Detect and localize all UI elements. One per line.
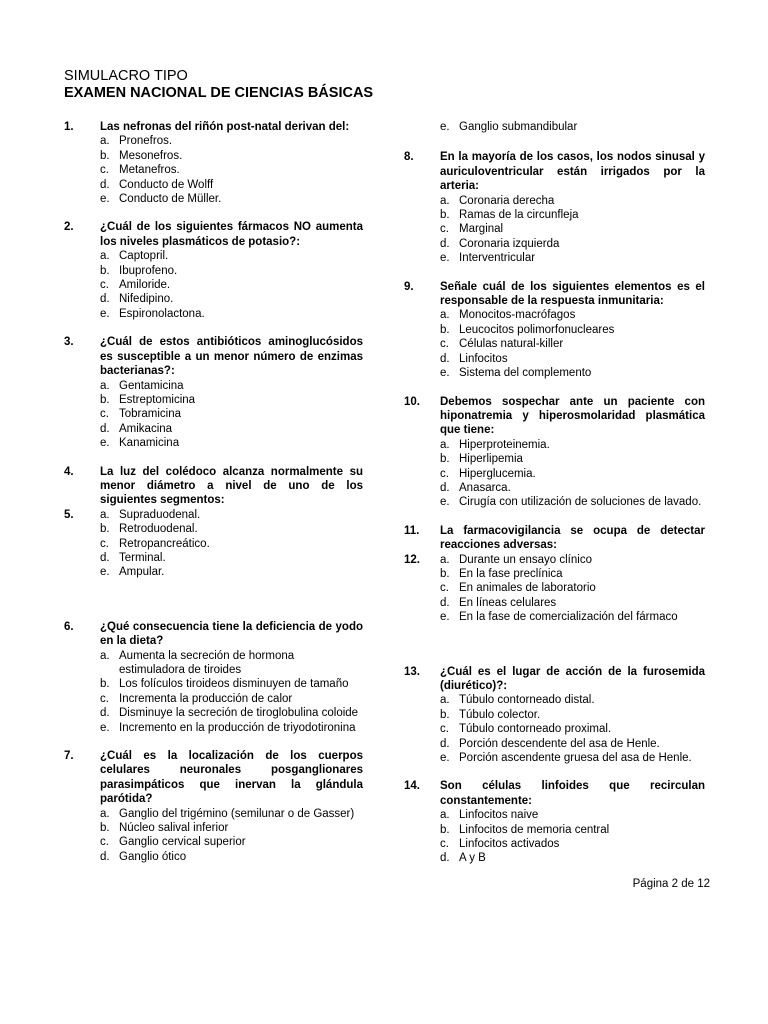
option-letter: b. xyxy=(100,264,110,277)
answer-option xyxy=(440,581,705,595)
document-header xyxy=(64,68,724,102)
answer-options xyxy=(100,379,363,451)
answer-option xyxy=(100,522,363,536)
answer-options xyxy=(100,134,363,206)
question xyxy=(404,779,705,865)
option-text: Hiperlipemia xyxy=(459,453,523,466)
option-text: Ganglio ótico xyxy=(119,850,187,863)
option-letter: a. xyxy=(440,553,450,566)
question xyxy=(64,335,363,450)
answer-option xyxy=(100,393,363,407)
option-letter: a. xyxy=(100,649,110,662)
question xyxy=(64,120,363,206)
answer-option xyxy=(440,596,705,610)
option-letter: c. xyxy=(100,537,109,550)
option-text: Linfocitos xyxy=(459,352,508,365)
question-stem: ¿Cuál de estos antibióticos aminoglucósidos es susceptible a un menor número de enzimas bacterianas?: xyxy=(100,336,363,378)
option-text: En animales de laboratorio xyxy=(459,582,596,595)
option-text: Hiperglucemia. xyxy=(459,467,536,480)
answer-option xyxy=(100,706,363,720)
answer-option xyxy=(100,436,363,450)
header-title: EXAMEN NACIONAL DE CIENCIAS BÁSICAS xyxy=(64,85,374,101)
option-letter: d. xyxy=(440,852,450,865)
answer-option xyxy=(100,307,363,321)
option-letter: e. xyxy=(440,367,450,380)
option-letter: e. xyxy=(100,307,110,320)
answer-option xyxy=(100,835,363,849)
answer-option xyxy=(440,251,705,265)
option-letter: a. xyxy=(440,309,450,322)
answer-option xyxy=(100,537,363,551)
answer-option xyxy=(440,352,705,366)
option-letter: d. xyxy=(100,422,110,435)
option-letter: a. xyxy=(100,135,110,148)
option-letter: b. xyxy=(440,209,450,222)
option-text: Estreptomicina xyxy=(119,393,196,406)
option-letter: c. xyxy=(440,467,449,480)
option-letter: c. xyxy=(100,836,109,849)
answer-option xyxy=(440,693,705,707)
option-letter: b. xyxy=(440,823,450,836)
option-text: Nifedipino. xyxy=(119,293,174,306)
option-letter: b. xyxy=(440,567,450,580)
question xyxy=(404,280,705,381)
option-letter: b. xyxy=(100,822,110,835)
question-stem: ¿Cuál de los siguientes fármacos NO aumenta los niveles plasmáticos de potasio?: xyxy=(100,221,363,248)
option-letter: d. xyxy=(100,551,110,564)
answer-option xyxy=(100,721,363,735)
answer-option xyxy=(440,495,705,509)
answer-option xyxy=(440,467,705,481)
question-number: 7. xyxy=(64,750,74,763)
answer-option xyxy=(440,237,705,251)
option-letter: d. xyxy=(440,237,450,250)
question xyxy=(404,395,705,510)
option-letter: e. xyxy=(100,566,110,579)
option-text: A y B xyxy=(459,852,486,865)
option-text: Ampular. xyxy=(119,566,165,579)
option-text: Monocitos-macrófagos xyxy=(459,309,576,322)
question xyxy=(404,524,705,625)
answer-options xyxy=(404,553,705,625)
answer-option xyxy=(100,850,363,864)
answer-option xyxy=(100,821,363,835)
option-letter: b. xyxy=(100,678,110,691)
option-text: Hiperproteinemia. xyxy=(459,438,550,451)
option-letter: e. xyxy=(440,496,450,509)
answer-option xyxy=(100,692,363,706)
answer-option xyxy=(100,565,363,579)
option-text: Captopril. xyxy=(119,250,169,263)
answer-option xyxy=(440,722,705,736)
option-text: En líneas celulares xyxy=(459,596,557,609)
option-text: Ganglio submandibular xyxy=(459,121,578,133)
option-text: Pronefros. xyxy=(119,135,173,148)
option-text: Ganglio del trigémino (semilunar o de Gasser) xyxy=(119,807,355,820)
question-stem: La luz del colédoco alcanza normalmente su menor diámetro a nivel de uno de los siguientes segmentos: xyxy=(100,465,363,507)
answer-option xyxy=(100,192,363,206)
answer-option xyxy=(440,851,705,865)
option-letter: e. xyxy=(100,437,110,450)
answer-option xyxy=(440,567,705,581)
option-text: Durante un ensayo clínico xyxy=(459,553,592,566)
option-letter: c. xyxy=(100,164,109,177)
left-column xyxy=(64,120,363,864)
option-letter: a. xyxy=(440,809,450,822)
option-letter: e. xyxy=(440,252,450,265)
option-letter: d. xyxy=(100,293,110,306)
option-letter: c. xyxy=(440,223,449,236)
option-letter: c. xyxy=(100,408,109,421)
option-text: Kanamicina xyxy=(119,437,180,450)
option-text: Coronaria izquierda xyxy=(459,237,560,250)
question-number: 12. xyxy=(404,553,420,566)
option-text: En la fase preclínica xyxy=(459,567,563,580)
option-text: Retropancreático. xyxy=(119,537,210,550)
option-text: Marginal xyxy=(459,223,504,236)
option-letter: d. xyxy=(100,178,110,191)
question-number: 13. xyxy=(404,665,420,678)
option-letter: c. xyxy=(100,279,109,292)
answer-options xyxy=(100,249,363,321)
option-text: Retroduodenal. xyxy=(119,523,198,536)
option-letter: b. xyxy=(100,523,110,536)
question-number: 3. xyxy=(64,336,74,349)
option-text: Interventricular xyxy=(459,252,536,265)
option-text: Ganglio cervical superior xyxy=(119,836,246,849)
option-letter: e. xyxy=(440,611,450,624)
option-letter: d. xyxy=(440,481,450,494)
answer-options xyxy=(64,508,363,580)
answer-option xyxy=(440,120,705,134)
option-letter: e. xyxy=(440,752,450,765)
option-text: Porción ascendente gruesa del asa de Henle. xyxy=(459,752,692,765)
answer-options xyxy=(440,808,705,866)
option-text: Incrementa la producción de calor xyxy=(119,692,293,705)
answer-option xyxy=(440,452,705,466)
option-text: Conducto de Wolff xyxy=(119,178,214,191)
answer-option xyxy=(100,649,363,678)
answer-option xyxy=(100,163,363,177)
option-text: Metanefros. xyxy=(119,164,180,177)
answer-option xyxy=(100,551,363,565)
answer-option xyxy=(100,807,363,821)
answer-option xyxy=(440,308,705,322)
option-text: Mesonefros. xyxy=(119,149,183,162)
option-text: Linfocitos de memoria central xyxy=(459,823,610,836)
answer-option xyxy=(440,708,705,722)
option-letter: d. xyxy=(440,352,450,365)
answer-option xyxy=(440,438,705,452)
option-text: Ibuprofeno. xyxy=(119,264,178,277)
answer-option xyxy=(100,422,363,436)
question-stem: Debemos sospechar ante un paciente con hiponatremia y hiperosmolaridad plasmática que tiene: xyxy=(440,395,705,437)
option-text: Tobramicina xyxy=(119,408,181,421)
option-letter: d. xyxy=(440,737,450,750)
answer-option xyxy=(440,553,705,567)
option-letter: c. xyxy=(100,692,109,705)
option-text: Supraduodenal. xyxy=(119,508,201,521)
option-text: Disminuye la secreción de tiroglobulina coloide xyxy=(119,707,359,720)
question-number: 4. xyxy=(64,465,74,478)
answer-option xyxy=(440,808,705,822)
question-number: 14. xyxy=(404,780,420,793)
answer-option xyxy=(440,610,705,624)
answer-options xyxy=(440,120,705,134)
option-letter: a. xyxy=(100,508,110,521)
option-text: Espironolactona. xyxy=(119,307,205,320)
answer-option xyxy=(440,837,705,851)
question-stem: ¿Cuál es la localización de los cuerpos celulares neuronales posganglionares parasimpáticos que inervan la glándula parótida? xyxy=(100,750,363,806)
option-text: Cirugía con utilización de soluciones de lavado. xyxy=(459,496,702,509)
question-stem: ¿Qué consecuencia tiene la deficiencia de yodo en la dieta? xyxy=(100,620,363,648)
answer-option xyxy=(440,194,705,208)
answer-option xyxy=(100,292,363,306)
option-letter: c. xyxy=(440,723,449,736)
answer-option xyxy=(440,222,705,236)
option-text: En la fase de comercialización del fármaco xyxy=(459,611,678,624)
option-text: Ramas de la circunfleja xyxy=(459,209,579,222)
answer-option xyxy=(440,366,705,380)
header-subtitle: SIMULACRO TIPO xyxy=(64,68,188,84)
question-stem: ¿Cuál es el lugar de acción de la furosemida (diurético)?: xyxy=(440,665,705,692)
option-text: Los folículos tiroideos disminuyen de tamaño xyxy=(119,678,349,691)
option-letter: e. xyxy=(100,193,110,206)
option-text: Linfocitos activados xyxy=(459,838,560,851)
page-number: Página 2 de 12 xyxy=(632,878,710,890)
question-number: 8. xyxy=(404,151,414,164)
option-text: Aumenta la secreción de hormona estimuladora de tiroides xyxy=(119,649,295,676)
option-letter: e. xyxy=(440,121,450,133)
option-text: Túbulo colector. xyxy=(459,708,541,721)
option-text: Gentamicina xyxy=(119,379,184,392)
option-letter: b. xyxy=(440,453,450,466)
option-text: Núcleo salival inferior xyxy=(119,822,229,835)
option-text: Leucocitos polimorfonucleares xyxy=(459,323,615,336)
option-letter: d. xyxy=(100,707,110,720)
question-number: 10. xyxy=(404,395,420,408)
question-stem: Las nefronas del riñón post-natal derivan del: xyxy=(100,121,350,133)
option-text: Amikacina xyxy=(119,422,173,435)
option-text: Porción descendente del asa de Henle. xyxy=(459,737,660,750)
answer-option xyxy=(100,264,363,278)
option-letter: b. xyxy=(100,149,110,162)
answer-options xyxy=(440,308,705,380)
option-text: Amiloride. xyxy=(119,279,171,292)
answer-options xyxy=(440,194,705,266)
option-text: Linfocitos naive xyxy=(459,809,539,822)
option-letter: c. xyxy=(440,838,449,851)
answer-options xyxy=(440,438,705,510)
option-text: Terminal. xyxy=(119,551,166,564)
option-text: Sistema del complemento xyxy=(459,367,592,380)
question xyxy=(404,665,705,766)
option-letter: c. xyxy=(440,582,449,595)
question-stem: Señale cuál de los siguientes elementos es el responsable de la respuesta inmunitaria: xyxy=(440,280,705,308)
answer-option xyxy=(440,337,705,351)
option-text: Células natural-killer xyxy=(459,338,564,351)
option-letter: d. xyxy=(440,596,450,609)
question-number: 6. xyxy=(64,620,74,633)
option-letter: d. xyxy=(100,850,110,863)
answer-option xyxy=(100,379,363,393)
answer-option xyxy=(100,278,363,292)
option-text: Túbulo contorneado distal. xyxy=(459,694,595,707)
answer-option xyxy=(100,407,363,421)
option-letter: a. xyxy=(440,694,450,707)
right-column xyxy=(404,120,705,866)
answer-option xyxy=(100,178,363,192)
question xyxy=(64,749,363,864)
option-letter: a. xyxy=(100,807,110,820)
option-text: Anasarca. xyxy=(459,481,511,494)
option-letter: e. xyxy=(100,721,110,734)
option-letter: a. xyxy=(100,250,110,263)
option-letter: a. xyxy=(440,438,450,451)
question-number: 11. xyxy=(404,524,420,537)
question xyxy=(64,620,363,735)
question xyxy=(404,120,705,134)
answer-options xyxy=(440,693,705,765)
option-text: Túbulo contorneado proximal. xyxy=(459,723,612,736)
answer-option xyxy=(440,751,705,765)
question-stem: En la mayoría de los casos, los nodos sinusal y auriculoventricular están irrigados por la arteria: xyxy=(440,151,705,193)
question-number: 9. xyxy=(404,280,414,293)
answer-option xyxy=(440,208,705,222)
option-letter: b. xyxy=(440,323,450,336)
option-text: Incremento en la producción de triyodotironina xyxy=(119,721,356,734)
answer-option xyxy=(440,481,705,495)
answer-option xyxy=(100,249,363,263)
option-letter: b. xyxy=(440,708,450,721)
question xyxy=(64,465,363,580)
question-number: 1. xyxy=(64,121,74,133)
question-stem: Son células linfoides que recirculan constantemente: xyxy=(440,780,705,807)
answer-options xyxy=(100,649,363,735)
option-letter: a. xyxy=(100,379,110,392)
answer-option xyxy=(100,508,363,522)
option-text: Coronaria derecha xyxy=(459,194,555,207)
answer-options xyxy=(100,807,363,865)
option-letter: c. xyxy=(440,338,449,351)
answer-option xyxy=(100,134,363,148)
question-number: 5. xyxy=(64,508,74,521)
question xyxy=(404,150,705,265)
answer-option xyxy=(100,677,363,691)
question-number: 2. xyxy=(64,221,74,234)
answer-option xyxy=(440,737,705,751)
option-letter: a. xyxy=(440,194,450,207)
answer-option xyxy=(440,823,705,837)
answer-option xyxy=(440,323,705,337)
answer-option xyxy=(100,149,363,163)
option-letter: b. xyxy=(100,393,110,406)
question xyxy=(64,220,363,321)
question-stem: La farmacovigilancia se ocupa de detectar reacciones adversas: xyxy=(440,524,705,552)
option-text: Conducto de Müller. xyxy=(119,193,222,206)
